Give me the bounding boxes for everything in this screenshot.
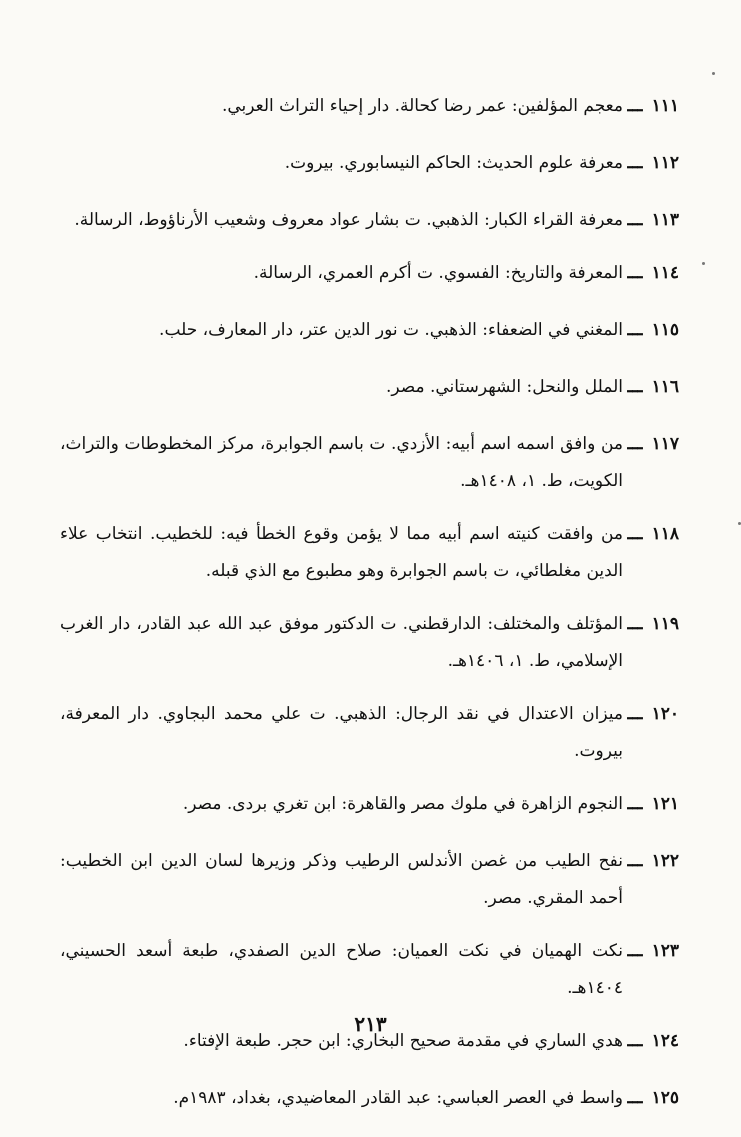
entry-text: واسط في العصر العباسي: عبد القادر المعاضيدي، بغداد، ١٩٨٣م. xyxy=(173,1088,623,1108)
entry-number: ١١٤ xyxy=(651,263,679,283)
entry-dash: ـــ xyxy=(627,704,643,724)
entry-dash: ـــ xyxy=(627,1031,643,1051)
bibliography-entry xyxy=(60,369,679,406)
entry-text: المعرفة والتاريخ: الفسوي. ت أكرم العمري، الرسالة. xyxy=(253,263,623,283)
bibliography-list xyxy=(60,88,679,1137)
bibliography-entry xyxy=(60,933,679,1007)
entry-number: ١١٨ xyxy=(651,524,679,544)
entry-number: ١١٧ xyxy=(651,434,679,454)
entry-dash: ـــ xyxy=(627,1088,643,1108)
entry-dash: ـــ xyxy=(627,263,643,283)
entry-number: ١٢١ xyxy=(651,794,679,814)
bibliography-entry xyxy=(60,202,679,239)
page-number: ٢١٣ xyxy=(354,1012,387,1036)
entry-text: من وافق اسمه اسم أبيه: الأزدي. ت باسم الجوابرة، مركز المخطوطات والتراث، الكويت، ط. ١، ١٤٠٨هـ. xyxy=(60,434,623,491)
entry-dash: ـــ xyxy=(627,320,643,340)
bibliography-entry xyxy=(60,88,679,125)
entry-number: ١١١ xyxy=(651,96,679,116)
bibliography-entry xyxy=(60,786,679,823)
entry-text: هدي الساري في مقدمة صحيح البخاري: ابن حجر. طبعة الإفتاء. xyxy=(183,1031,623,1051)
entry-text: من وافقت كنيته اسم أبيه مما لا يؤمن وقوع الخطأ فيه: للخطيب. انتخاب علاء الدين مغلطائي، ت باسم الجوابرة وهو مطبوع مع الذي قبله. xyxy=(60,524,623,581)
entry-text: نفح الطيب من غصن الأندلس الرطيب وذكر وزيرها لسان الدين ابن الخطيب: أحمد المقري. مصر. xyxy=(60,851,623,908)
entry-dash: ـــ xyxy=(627,210,643,230)
entry-dash: ـــ xyxy=(627,377,643,397)
entry-number: ١١٩ xyxy=(651,614,679,634)
entry-number: ١٢٤ xyxy=(651,1031,679,1051)
entry-dash: ـــ xyxy=(627,434,643,454)
bibliography-entry xyxy=(60,516,679,590)
entry-number: ١١٢ xyxy=(651,153,679,173)
entry-text: نكت الهميان في نكت العميان: صلاح الدين الصفدي، طبعة أسعد الحسيني، ١٤٠٤هـ. xyxy=(60,941,623,998)
entry-number: ١٢٣ xyxy=(651,941,679,961)
entry-text: معرفة علوم الحديث: الحاكم النيسابوري. بيروت. xyxy=(284,153,623,173)
entry-number: ١١٥ xyxy=(651,320,679,340)
entry-text: المؤتلف والمختلف: الدارقطني. ت الدكتور موفق عبد الله عبد القادر، دار الغرب الإسلامي، ط. ١، ١٤٠٦هـ. xyxy=(60,614,623,671)
entry-number: ١٢٥ xyxy=(651,1088,679,1108)
bibliography-entry xyxy=(60,312,679,349)
entry-number: ١٢٢ xyxy=(651,851,679,871)
entry-text: النجوم الزاهرة في ملوك مصر والقاهرة: ابن تغري بردى. مصر. xyxy=(182,794,623,814)
entry-number: ١٢٠ xyxy=(651,704,679,724)
scan-speck xyxy=(702,262,705,265)
scan-speck xyxy=(712,72,715,75)
bibliography-entry xyxy=(60,255,679,292)
bibliography-entry xyxy=(60,606,679,680)
bibliography-entry xyxy=(60,426,679,500)
entry-text: ميزان الاعتدال في نقد الرجال: الذهبي. ت علي محمد البجاوي. دار المعرفة، بيروت. xyxy=(60,704,623,761)
bibliography-entry xyxy=(60,145,679,182)
entry-number: ١١٣ xyxy=(651,210,679,230)
entry-dash: ـــ xyxy=(627,794,643,814)
entry-text: معجم المؤلفين: عمر رضا كحالة. دار إحياء التراث العربي. xyxy=(221,96,623,116)
entry-dash: ـــ xyxy=(627,941,643,961)
entry-dash: ـــ xyxy=(627,614,643,634)
entry-dash: ـــ xyxy=(627,153,643,173)
entry-text: الملل والنحل: الشهرستاني. مصر. xyxy=(385,377,623,397)
entry-dash: ـــ xyxy=(627,524,643,544)
entry-text: معرفة القراء الكبار: الذهبي. ت بشار عواد معروف وشعيب الأرناؤوط، الرسالة. xyxy=(74,210,623,230)
bibliography-entry xyxy=(60,1080,679,1117)
entry-dash: ـــ xyxy=(627,96,643,116)
entry-text: المغني في الضعفاء: الذهبي. ت نور الدين عتر، دار المعارف، حلب. xyxy=(159,320,623,340)
bibliography-entry xyxy=(60,696,679,770)
bibliography-entry xyxy=(60,843,679,917)
entry-dash: ـــ xyxy=(627,851,643,871)
entry-number: ١١٦ xyxy=(651,377,679,397)
